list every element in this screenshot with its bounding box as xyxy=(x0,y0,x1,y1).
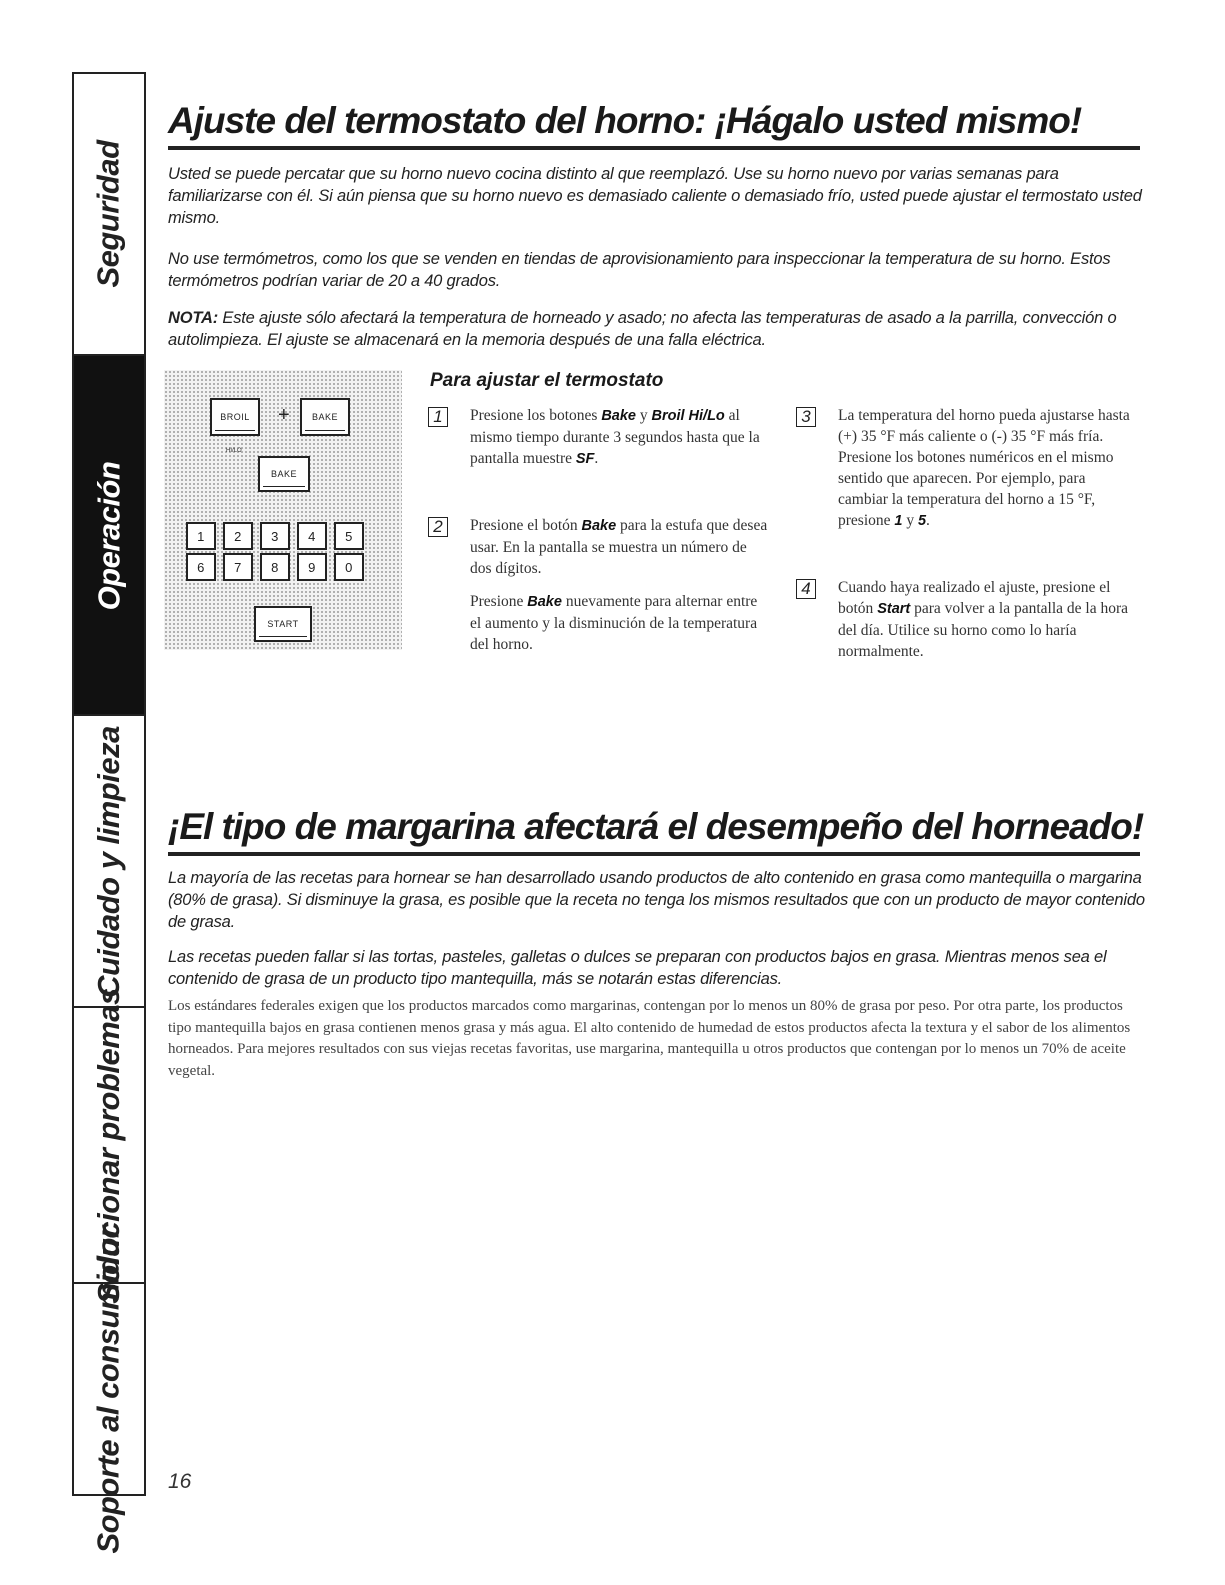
number-key-9: 9 xyxy=(297,553,327,581)
step-3 xyxy=(801,405,1138,532)
steps-title: Para ajustar el termostato xyxy=(430,370,664,391)
step-text xyxy=(838,405,1138,532)
number-key-3: 3 xyxy=(260,522,290,550)
broil-button xyxy=(210,398,260,436)
hilo-label: HI/LO xyxy=(226,448,242,454)
tab-operacion[interactable] xyxy=(74,354,144,716)
bold-text: Start xyxy=(877,601,911,617)
side-navigation xyxy=(72,72,146,1554)
plus-sign: + xyxy=(278,404,290,426)
step-text xyxy=(470,515,770,579)
bold-text: 5 xyxy=(917,513,927,529)
text: nuevamente para alternar entre el aumento y la disminución de la temperatura del horno. xyxy=(470,593,758,653)
number-key-6: 6 xyxy=(186,553,216,581)
bold-text: Broil Hi/Lo xyxy=(651,408,725,424)
bold-text: Bake xyxy=(581,518,617,534)
section-title-margarine: ¡El tipo de margarina afectará el desempeño del horneado! xyxy=(168,806,1140,856)
tab-seguridad[interactable] xyxy=(74,74,144,354)
tab-soporte-al-consumidor[interactable] xyxy=(74,1226,144,1554)
text: y xyxy=(635,407,652,424)
bold-text: SF xyxy=(575,451,595,467)
step-number: 3 xyxy=(796,407,816,427)
number-key-5: 5 xyxy=(334,522,364,550)
number-key-8: 8 xyxy=(260,553,290,581)
step-text-continued xyxy=(470,591,770,655)
tab-label: Soporte al consumidor xyxy=(91,1226,127,1554)
note-text: Este ajuste sólo afectará la temperatura de horneado y asado; no afecta las temperaturas de asado a la parrilla, convección o autolimpieza. El ajuste se almacenará en la memoria después de una falla eléctrica. xyxy=(168,309,1117,349)
tab-label: Solucionar problemas xyxy=(91,988,127,1304)
text: y xyxy=(902,512,918,529)
bold-text: 1 xyxy=(894,513,903,529)
step-4 xyxy=(801,577,1138,662)
bake-label: BAKE xyxy=(311,412,338,422)
step-2 xyxy=(433,515,770,655)
text: Presione el botón xyxy=(470,517,582,534)
text: Cuando haya realizado el ajuste, presione el botón xyxy=(838,579,1111,617)
bake-button xyxy=(258,456,310,492)
text: para volver a la pantalla de la hora del día. Utilice su horno como lo haría normalmente. xyxy=(838,600,1128,660)
step-1 xyxy=(433,405,770,470)
tab-label: Operación xyxy=(91,461,127,611)
bold-text: Bake xyxy=(601,408,636,424)
number-key-1: 1 xyxy=(186,522,216,550)
text: Presione xyxy=(470,593,528,610)
number-key-4: 4 xyxy=(297,522,327,550)
start-label: START xyxy=(267,619,299,629)
number-key-2: 2 xyxy=(223,522,253,550)
tab-label: Cuidado y limpieza xyxy=(91,726,126,998)
control-panel-illustration xyxy=(164,370,402,650)
margarine-paragraph-1: La mayoría de las recetas para hornear se han desarrollado usando productos de alto contenido en grasa como mantequilla o margarina (80% de grasa). Si disminuye la grasa, es posible que la receta no tenga los mismos resultados que con un producto de mayor contenido de grasa. xyxy=(168,869,1145,931)
note-paragraph xyxy=(168,307,1148,351)
number-key-7: 7 xyxy=(223,553,253,581)
step-number: 4 xyxy=(796,579,816,599)
note-label: NOTA: xyxy=(168,309,219,327)
text: . xyxy=(594,450,599,467)
step-text xyxy=(470,405,770,470)
section-title-thermostat: Ajuste del termostato del horno: ¡Hágalo usted mismo! xyxy=(168,100,1140,150)
text: La temperatura del horno pueda ajustarse hasta (+) 35 °F más caliente o (-) 35 °F más fría. Presione los botones numéricos en el mismo sentido que aparecen. Por ejemplo, para cambiar la temperatura del horno a 15 °F, presione xyxy=(838,407,1130,529)
step-number: 2 xyxy=(428,517,448,537)
text: Presione los botones xyxy=(470,407,602,424)
tab-cuidado-y-limpieza[interactable] xyxy=(74,714,144,1008)
bold-text: Bake xyxy=(527,594,562,610)
text: al mismo tiempo durante 3 segundos hasta que la pantalla muestre xyxy=(470,407,760,467)
text: para la estufa que desea usar. En la pantalla se muestra un número de dos dígitos. xyxy=(470,517,768,577)
text: . xyxy=(926,512,930,529)
step-number: 1 xyxy=(428,407,448,427)
intro-paragraph-2: No use termómetros, como los que se venden en tiendas de aprovisionamiento para inspeccionar la temperatura de su horno. Estos termómetros podrían variar de 20 a 40 grados. xyxy=(168,250,1111,290)
intro-paragraph-1: Usted se puede percatar que su horno nuevo cocina distinto al que reemplazó. Use su horno nuevo por varias semanas para familiarizarse con él. Si aún piensa que su horno nuevo es demasiado caliente o demasiado frío, usted puede ajustar el termostato usted mismo. xyxy=(168,165,1142,227)
number-key-0: 0 xyxy=(334,553,364,581)
bake-button-top xyxy=(300,398,350,436)
broil-label: BROIL xyxy=(220,412,250,422)
step-text xyxy=(838,577,1138,662)
bake-label: BAKE xyxy=(270,469,297,479)
margarine-paragraph-3: Los estándares federales exigen que los productos marcados como margarinas, contengan por lo menos un 80% de grasa por peso. Por otra parte, los productos tipo mantequilla bajos en grasa contienen menos grasa y más agua. El alto contenido de humedad de estos productos afecta la textura y el sabor de los alimentos horneados. Para mejores resultados con sus viejas recetas favoritas, use margarina, mantequilla u otros productos que contengan por lo menos un 70% de aceite vegetal. xyxy=(168,998,1131,1079)
tab-label: Seguridad xyxy=(91,140,126,288)
margarine-paragraph-2: Las recetas pueden fallar si las tortas, pasteles, galletas o dulces se preparan con productos bajos en grasa. Mientras menos sea el contenido de grasa de un producto tipo mantequilla, más se notarán estas diferencias. xyxy=(168,948,1107,988)
page-number: 16 xyxy=(168,1470,192,1493)
start-button xyxy=(254,606,312,642)
